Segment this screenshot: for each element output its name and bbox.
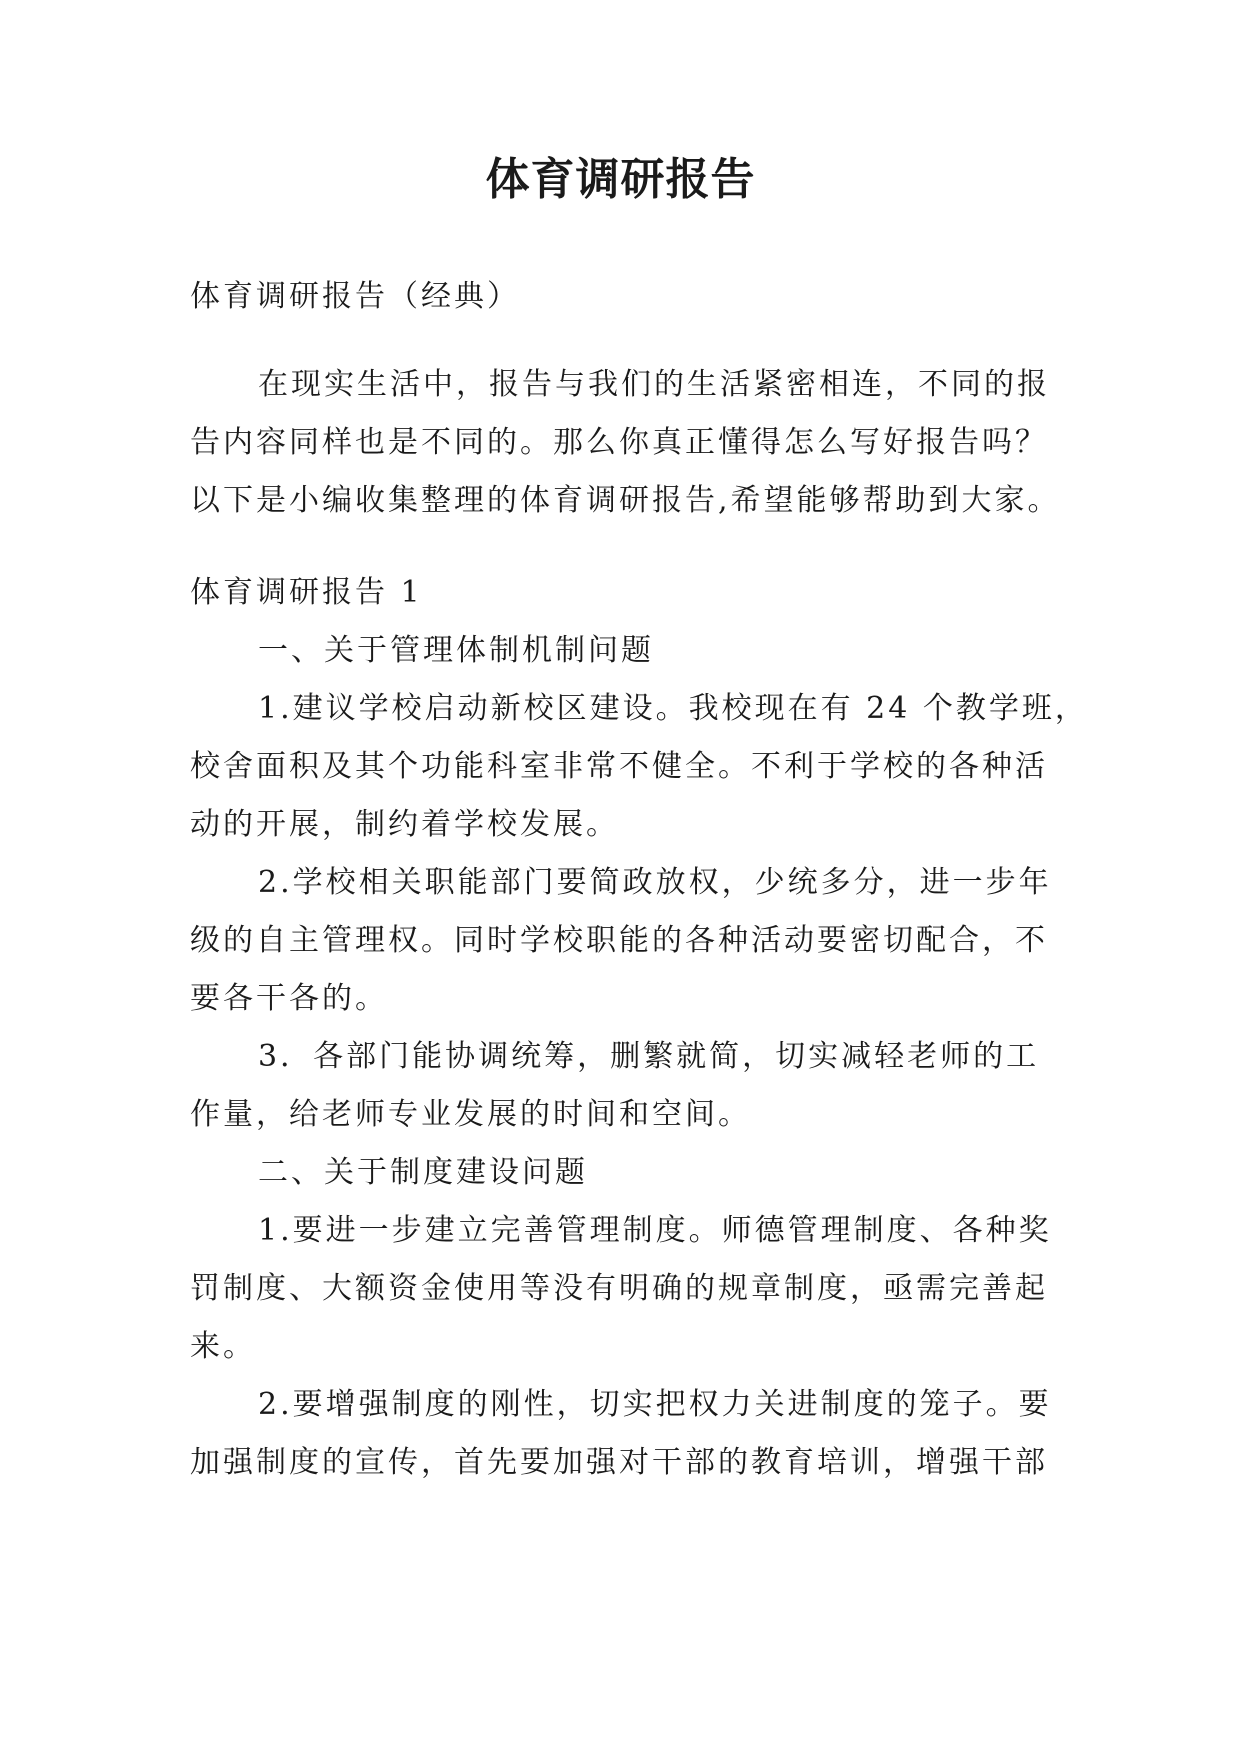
body-line: 1.建议学校启动新校区建设。我校现在有 24 个教学班， — [258, 691, 1088, 726]
intro-line: 以下是小编收集整理的体育调研报告,希望能够帮助到大家。 — [190, 483, 1061, 518]
document-subtitle — [190, 268, 1060, 326]
body-line: 动的开展，制约着学校发展。 — [190, 807, 619, 842]
intro-line: 告内容同样也是不同的。那么你真正懂得怎么写好报告吗？ — [190, 425, 1048, 460]
subheading-system: 二、关于制度建设问题 — [258, 1155, 588, 1190]
body-line: 校舍面积及其个功能科室非常不健全。不利于学校的各种活 — [190, 749, 1048, 784]
section-heading: 体育调研报告 1 — [190, 575, 423, 610]
body-line: 2.学校相关职能部门要简政放权，少统多分，进一步年 — [258, 865, 1052, 900]
body-line: 作量，给老师专业发展的时间和空间。 — [190, 1097, 751, 1132]
body-line: 要各干各的。 — [190, 981, 388, 1016]
body-line: 罚制度、大额资金使用等没有明确的规章制度，亟需完善起 — [190, 1271, 1048, 1306]
intro-line: 在现实生活中，报告与我们的生活紧密相连，不同的报 — [258, 367, 1050, 402]
body-line: 2.要增强制度的刚性，切实把权力关进制度的笼子。要 — [258, 1387, 1052, 1422]
document-title: 体育调研报告 — [485, 154, 756, 205]
intro-paragraph — [190, 356, 1060, 530]
subheading-management: 一、关于管理体制机制问题 — [258, 633, 654, 668]
section-1 — [190, 564, 1088, 1492]
body-line: 级的自主管理权。同时学校职能的各种活动要密切配合，不 — [190, 923, 1048, 958]
subtitle-line: 体育调研报告（经典） — [190, 279, 520, 314]
body-line: 1.要进一步建立完善管理制度。师德管理制度、各种奖 — [258, 1213, 1052, 1248]
body-line: 3．各部门能协调统筹，删繁就简，切实减轻老师的工 — [258, 1039, 1040, 1074]
body-line: 加强制度的宣传，首先要加强对干部的教育培训，增强干部 — [190, 1445, 1048, 1480]
body-line: 来。 — [190, 1329, 256, 1364]
